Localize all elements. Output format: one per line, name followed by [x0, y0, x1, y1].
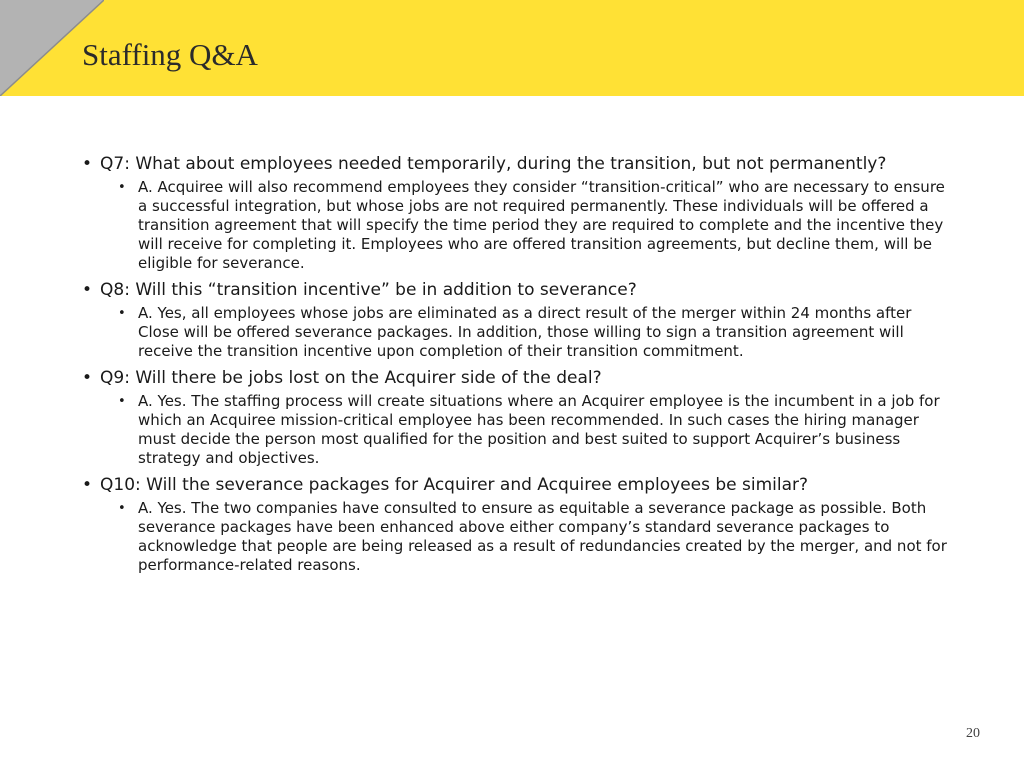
bullet-icon: • [82, 280, 93, 300]
qa-item [80, 475, 950, 575]
question-text: Q9: Will there be jobs lost on the Acquirer side of the deal? [100, 368, 602, 388]
question-q8 [80, 280, 950, 301]
answer-q9 [118, 392, 950, 468]
qa-item [80, 280, 950, 361]
qa-item [80, 368, 950, 468]
question-q10 [80, 475, 950, 496]
bullet-icon: • [118, 394, 126, 409]
answer-q7 [118, 178, 950, 273]
qa-item [80, 154, 950, 273]
question-text: Q7: What about employees needed temporarily, during the transition, but not permanently? [100, 154, 887, 174]
slide-title: Staffing Q&A [82, 37, 258, 72]
bullet-icon: • [82, 475, 93, 495]
bullet-icon: • [82, 368, 93, 388]
answer-text: A. Acquiree will also recommend employees they consider “transition-critical” who are necessary to ensure a successful integration, but whose jobs are not required permanently. These individuals will be offered a transition agreement that will specify the time period they are required to complete and the incentive they will receive for completing it. Employees who are offered transition agreements, but decline them, will be eligible for severance. [138, 178, 945, 272]
bullet-icon: • [82, 154, 93, 174]
question-text: Q8: Will this “transition incentive” be in addition to severance? [100, 280, 637, 300]
question-q7 [80, 154, 950, 175]
answer-q8 [118, 304, 950, 361]
answer-q10 [118, 499, 950, 575]
page-number: 20 [966, 726, 980, 741]
answer-text: A. Yes, all employees whose jobs are eliminated as a direct result of the merger within 24 months after Close will be offered severance packages. In addition, those willing to sign a transition agreement will receive the transition incentive upon completion of their transition commitment. [138, 304, 912, 360]
answer-text: A. Yes. The two companies have consulted to ensure as equitable a severance package as possible. Both severance packages have been enhanced above either company’s standard severance packages to acknowledge that people are being released as a result of redundancies created by the merger, and not for performance-related reasons. [138, 499, 947, 574]
bullet-icon: • [118, 180, 126, 195]
bullet-icon: • [118, 501, 126, 516]
qa-content [80, 154, 950, 582]
answer-text: A. Yes. The staffing process will create situations where an Acquirer employee is the incumbent in a job for which an Acquiree mission-critical employee has been recommended. In such cases the hiring manager must decide the person most qualified for the position and best suited to support Acquirer’s business strategy and objectives. [138, 392, 940, 467]
bullet-icon: • [118, 306, 126, 321]
question-text: Q10: Will the severance packages for Acquirer and Acquiree employees be similar? [100, 475, 809, 495]
question-q9 [80, 368, 950, 389]
